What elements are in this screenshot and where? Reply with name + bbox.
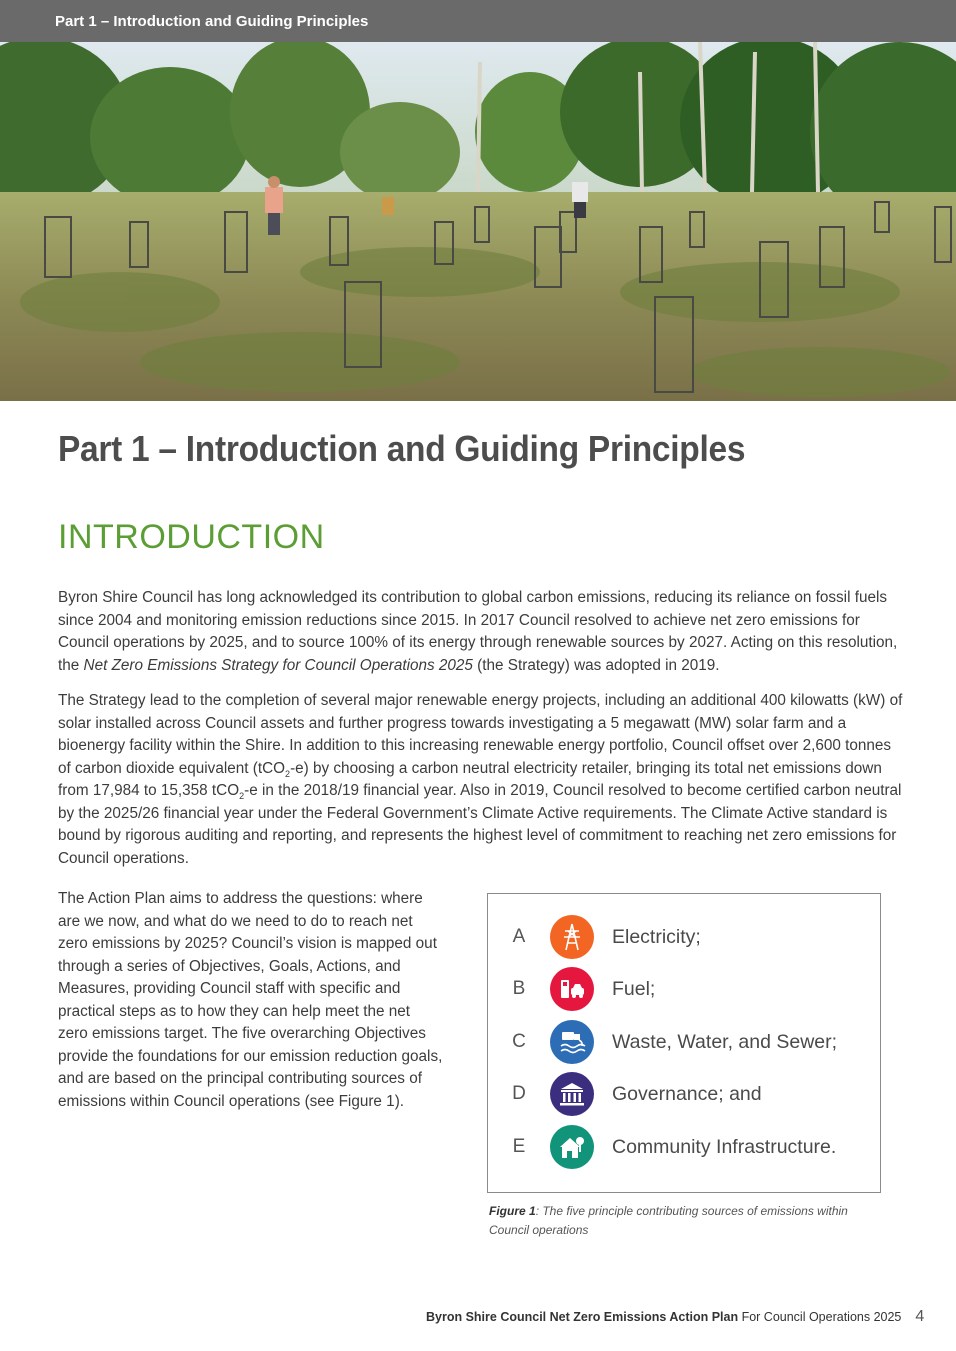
source-row-fuel — [488, 965, 878, 1013]
section-heading-introduction: INTRODUCTION — [58, 518, 325, 556]
page-title: Part 1 – Introduction and Guiding Principles — [58, 428, 746, 469]
source-label: Waste, Water, and Sewer; — [612, 1030, 838, 1053]
paragraph-2-text-b: -e) by choosing a carbon neutral electricity retailer, bringing its total net emissions down from 17,984 to 15,358 tCO — [58, 759, 882, 799]
government-building-icon — [550, 1072, 594, 1116]
source-label: Fuel; — [612, 977, 656, 1000]
intro-paragraph-3: The Action Plan aims to address the questions: where are we now, and what do we need to do to reach net zero emissions by 2025? Council’s vision is mapped out through a series of Objectives, Goals, Actions, and Measures, providing Council staff with specific and practical steps as to how they can help meet the net zero emissions target. The five overarching Objectives provide the foundations for our emission reduction goals, and are based on the principal contributing sources of emissions within Council operations (see Figure 1). — [58, 890, 443, 1110]
paragraph-1-text-b: (the Strategy) was adopted in 2019. — [472, 656, 720, 674]
electricity-pylon-icon — [550, 915, 594, 959]
source-row-governance — [488, 1070, 878, 1118]
source-letter: B — [512, 978, 526, 999]
house-tree-icon — [550, 1125, 594, 1169]
source-label: Community Infrastructure. — [612, 1135, 837, 1158]
co2-subscript-2: 2 — [239, 791, 245, 802]
source-row-community-infrastructure — [488, 1123, 878, 1171]
caption-label: Figure 1 — [489, 1204, 536, 1218]
paragraph-2-text-a: The Strategy lead to the completion of several major renewable energy projects, including an additional 400 kilowatts (kW) of solar installed across Council assets and further progress towards investigating a 5 megawatt (MW) solar farm and a bioenergy facility within the Shire. In addition to this increasing renewable energy portfolio, Council offset over 2,600 tonnes of carbon dioxide equivalent (tCO — [58, 692, 903, 777]
paragraph-1-text-a: Byron Shire Council has long acknowledged its contribution to global carbon emissions, reducing its reliance on fossil fuels since 2004 and monitoring emission reductions since 2015. In 2017 Council resolved to achieve net zero emissions for Council operations by 2025, and to source 100% of its energy through renewable sources by 2027. Acting on this resolution, the — [58, 589, 898, 674]
footer-title-rest: For Council Operations 2025 — [738, 1310, 902, 1324]
strategy-name: Net Zero Emissions Strategy for Council Operations 2025 — [83, 656, 473, 674]
header-section-label: Part 1 – Introduction and Guiding Principles — [55, 13, 369, 30]
paragraph-2-text-c: -e in the 2018/19 financial year. Also in 2019, Council resolved to become certified carbon neutral by the 2025/26 financial year under the Federal Government’s Climate Active requirements. The Climate Active standard is bound by rigorous auditing and reporting, and represents the highest level of commitment to reaching net zero emissions for Council operations. — [58, 782, 902, 867]
source-row-waste-water-sewer — [488, 1018, 878, 1066]
figure-1-caption — [489, 1202, 869, 1240]
source-label: Governance; and — [612, 1082, 762, 1105]
source-letter: E — [512, 1136, 526, 1157]
hero-photo-tree-planting — [0, 42, 956, 401]
waste-water-icon — [550, 1020, 594, 1064]
caption-text: : The five principle contributing sources of emissions within Council operations — [489, 1204, 848, 1237]
hero-photo-illustration — [0, 42, 956, 401]
co2-subscript-1: 2 — [285, 768, 291, 779]
footer-title-bold: Byron Shire Council Net Zero Emissions Action Plan — [426, 1310, 739, 1324]
source-letter: D — [512, 1083, 526, 1104]
source-label: Electricity; — [612, 925, 701, 948]
page-footer — [426, 1308, 924, 1326]
source-letter: C — [512, 1031, 526, 1052]
intro-paragraph-2 — [58, 690, 908, 870]
source-row-electricity — [488, 913, 878, 961]
figure-1-emission-sources — [487, 893, 881, 1193]
header-bar — [0, 0, 956, 42]
fuel-pump-car-icon — [550, 967, 594, 1011]
source-letter: A — [512, 926, 526, 947]
page-number: 4 — [915, 1308, 925, 1325]
intro-paragraph-1 — [58, 587, 908, 677]
